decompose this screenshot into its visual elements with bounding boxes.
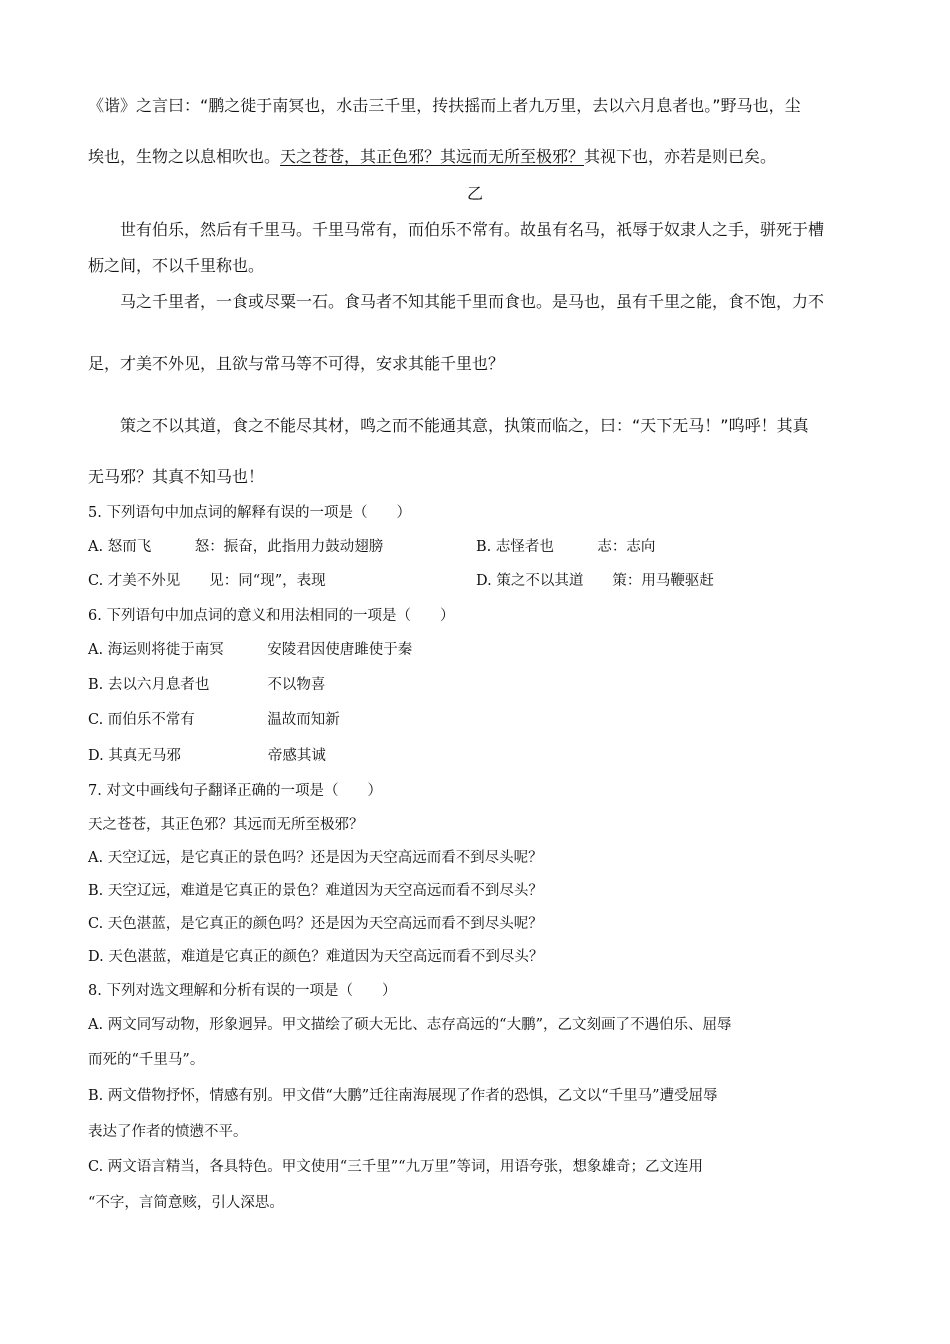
passage-b-para1-line1: 世有伯乐，然后有千里马。千里马常有，而伯乐不常有。故虽有名马，祇辱于奴隶人之手，骈死于槽: [120, 220, 825, 239]
passage-b-para2-line2: 足，才美不外见，且欲与常马等不可得，安求其能千里也？: [88, 354, 505, 373]
question-5-option-a: A. 怒而飞 怒：振奋，此指用力鼓动翅膀: [88, 539, 384, 555]
question-7-option-d: D. 天色湛蓝，难道是它真正的颜色？难道因为天空高远而看不到尽头？: [88, 949, 544, 965]
question-5-stem: 5. 下列语句中加点词的解释有误的一项是（ ）: [88, 505, 411, 521]
underlined-sentence: 天之苍苍，其正色邪？其远而无所至极邪？: [280, 147, 585, 166]
question-8-option-c-line1: C. 两文语言精当，各具特色。甲文使用“三千里”“九万里”等词，用语夸张，想象雄奇；乙文连用: [88, 1159, 703, 1175]
passage-b-para2-line1: 马之千里者，一食或尽粟一石。食马者不知其能千里而食也。是马也，虽有千里之能，食不饱，力不: [120, 292, 825, 311]
question-7-option-a: A. 天空辽远，是它真正的景色吗？还是因为天空高远而看不到尽头呢？: [88, 850, 543, 866]
question-7-stem: 7. 对文中画线句子翻译正确的一项是（ ）: [88, 783, 382, 799]
passage-a-line-1: 《谐》之言曰：“鹏之徙于南冥也，水击三千里，抟扶摇而上者九万里，去以六月息者也。”野马也，尘: [88, 96, 801, 115]
passage-b-para3-line2: 无马邪？其真不知马也！: [88, 467, 265, 486]
question-6-option-b: B. 去以六月息者也 不以物喜: [88, 677, 326, 693]
question-5-option-d: D. 策之不以其道 策：用马鞭驱赶: [476, 573, 714, 589]
question-6-option-c: C. 而伯乐不常有 温故而知新: [88, 712, 340, 728]
question-7-option-c: C. 天色湛蓝，是它真正的颜色吗？还是因为天空高远而看不到尽头呢？: [88, 916, 543, 932]
question-8-option-a-line2: 而死的“千里马”。: [88, 1052, 205, 1068]
question-8-option-a-line1: A. 两文同写动物，形象迥异。甲文描绘了硕大无比、志存高远的“大鹏”，乙文刻画了不遇伯乐、屈辱: [88, 1017, 732, 1033]
passage-b-para1-line2: 枥之间，不以千里称也。: [88, 256, 265, 275]
question-8-option-c-line2: “不字，言简意赅，引人深思。: [88, 1195, 284, 1211]
passage-b-heading: 乙: [466, 184, 483, 203]
passage-a-line-2: [88, 144, 863, 167]
question-5-option-c: C. 才美不外见 见：同“现”，表现: [88, 573, 326, 589]
question-8-option-b-line2: 表达了作者的愤懑不平。: [88, 1124, 248, 1140]
question-6-stem: 6. 下列语句中加点词的意义和用法相同的一项是（ ）: [88, 608, 455, 624]
question-5-option-b: B. 志怪者也 志：志向: [476, 539, 656, 555]
passage-b-para3-line1: 策之不以其道，食之不能尽其材，鸣之而不能通其意，执策而临之，曰：“天下无马！”呜呼！其真: [120, 416, 809, 435]
question-7-option-b: B. 天空辽远，难道是它真正的景色？难道因为天空高远而看不到尽头？: [88, 883, 543, 899]
question-6-option-d: D. 其真无马邪 帝感其诚: [88, 748, 326, 764]
passage-a-line-2-start: 埃也，生物之以息相吹也。: [88, 147, 281, 166]
passage-a-line-2-end: 其视下也，亦若是则已矣。: [584, 147, 777, 166]
question-8-stem: 8. 下列对选文理解和分析有误的一项是（ ）: [88, 983, 397, 999]
question-6-option-a: A. 海运则将徙于南冥 安陵君因使唐雎使于秦: [88, 642, 413, 658]
question-8-option-b-line1: B. 两文借物抒怀，情感有别。甲文借“大鹏”迁往南海展现了作者的恐惧，乙文以“千里马”遭受屈辱: [88, 1088, 718, 1104]
question-7-sentence: 天之苍苍，其正色邪？其远而无所至极邪？: [88, 817, 364, 833]
